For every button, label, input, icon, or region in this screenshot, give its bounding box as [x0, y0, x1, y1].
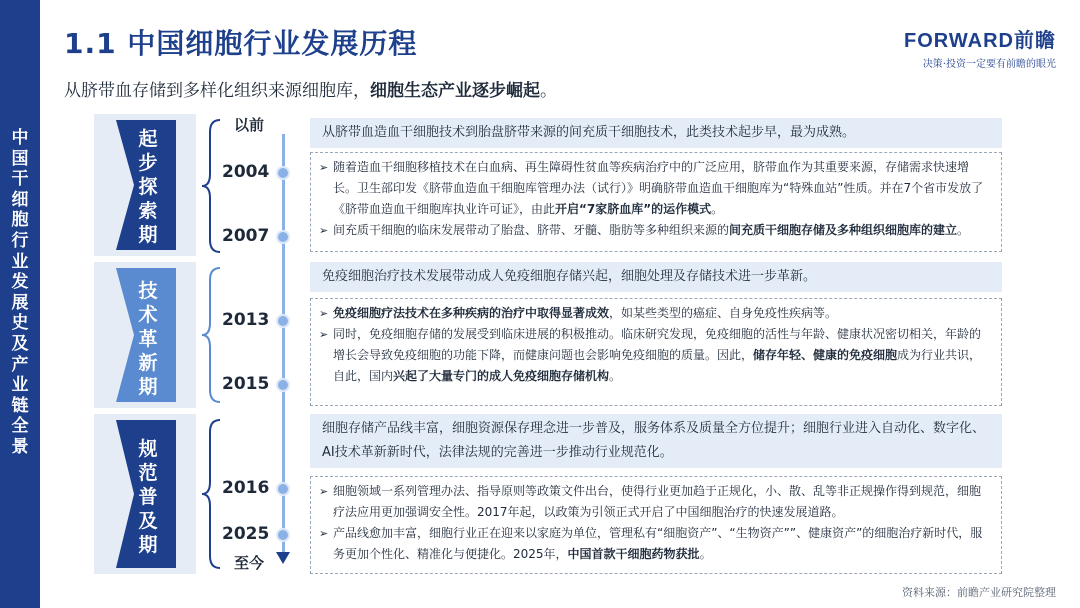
year-label: 2007 — [222, 226, 270, 246]
bullet-arrow-icon: ➢ — [319, 527, 329, 540]
bullet-text-bold: 兴起了大量专门的成人免疫细胞存储机构 — [393, 369, 610, 383]
phase-label-char: 及 — [138, 510, 158, 532]
phase-brace-3 — [200, 418, 222, 570]
logo-word: FORWARD前瞻 — [904, 30, 1056, 52]
bullet-arrow-icon: ➢ — [319, 224, 329, 237]
bullet-arrow-icon: ➢ — [319, 307, 329, 320]
bullet-text-bold: 间充质干细胞存储及多种组织细胞库的建立 — [729, 223, 958, 237]
phase-label-char: 范 — [138, 462, 158, 484]
bullet-text — [333, 157, 991, 220]
bullet-arrow-icon: ➢ — [319, 485, 329, 498]
side-title-char: 胞 — [11, 210, 29, 231]
logo-tagline: 决策·投资一定要有前瞻的眼光 — [922, 59, 1056, 70]
bullet-item — [319, 157, 991, 220]
phase-label-char: 探 — [138, 176, 158, 198]
side-title-char: 国 — [11, 148, 29, 169]
year-label: 2013 — [222, 310, 270, 330]
phase-label-char: 普 — [138, 486, 158, 508]
phase-summary: 免疫细胞治疗技术发展带动成人免疫细胞存储兴起，细胞处理及存储技术进一步革新。 — [310, 262, 1002, 292]
phase-label-char: 索 — [138, 200, 158, 222]
bullet-item — [319, 481, 991, 523]
bullet-text — [333, 220, 969, 241]
timeline-dot — [276, 528, 290, 542]
bullet-text-plain: 。 — [711, 202, 724, 216]
year-label: 2004 — [222, 162, 270, 182]
phase-summary: 细胞存储产品线丰富，细胞资源保存理念进一步普及，服务体系及质量全方位提升；细胞行业进入自动化、数字化、AI技术革新新时代，法律法规的完善进一步推动行业规范化。 — [310, 414, 1002, 468]
page-title: 1.1 中国细胞行业发展历程 — [64, 27, 418, 60]
bullet-text-plain: 产品线愈加丰富，细胞行业正在迎来以家庭为单位，管理私有“细胞资产”、“生物资产””、健康资产”的细胞治疗新时代，服务更加个性化、精准化与便捷化。2025年， — [333, 526, 983, 561]
bullet-text-plain: 。 — [609, 369, 622, 383]
side-title-char: 全 — [11, 416, 29, 437]
side-title-char: 业 — [11, 251, 29, 272]
bullet-text-plain: 细胞领域一系列管理办法、指导原则等政策文件出台，使得行业更加趋于正规化，小、散、乱等非正规操作得到规范，细胞疗法应用更加强调安全性。2017年起，以政策为引领正式开启了中国细胞治疗的快速发展道路。 — [333, 484, 982, 519]
bullet-text — [333, 523, 991, 565]
side-title-char: 中 — [11, 128, 29, 148]
bullet-item — [319, 324, 991, 387]
bullet-text-plain: 成为行业共识，自此，国内 — [333, 348, 982, 383]
phase-label-char: 规 — [138, 438, 158, 460]
bullet-text-plain: 随着造血干细胞移植技术在白血病、再生障碍性贫血等疾病治疗中的广泛应用，脐带血作为其重要来源，存储需求快速增长。卫生部印发《脐带血造血干细胞库管理办法（试行）》明确脐带血造血干细胞库为“特殊血站”性质。并在7个省市发放了《脐带血造血干细胞库执业许可证》，由此 — [333, 160, 984, 216]
side-title-char: 史 — [11, 313, 29, 334]
side-title-char: 干 — [11, 169, 29, 190]
side-title-char: 发 — [11, 272, 29, 293]
source-note: 资料来源：前瞻产业研究院整理 — [902, 586, 1056, 599]
side-title-char: 细 — [11, 189, 29, 210]
phase-label-char: 期 — [138, 376, 158, 398]
phase-detail — [310, 298, 1002, 406]
side-title-char: 业 — [11, 375, 29, 396]
phase-summary: 从脐带血造血干细胞技术到胎盘脐带来源的间充质干细胞技术，此类技术起步早，最为成熟。 — [310, 118, 1002, 148]
bullet-item — [319, 523, 991, 565]
phase-label-2 — [128, 279, 168, 399]
year-label: 2016 — [222, 478, 270, 498]
phase-label-char: 术 — [138, 304, 158, 326]
bullet-text-plain: 同时，免疫细胞存储的发展受到临床进展的积极推动。临床研究发现，免疫细胞的活性与年龄、健康状况密切相关，年龄的增长会导致免疫细胞的功能下降，而健康问题也会影响免疫细胞的质量。因此， — [333, 327, 982, 362]
year-label: 2025 — [222, 524, 270, 544]
side-title-char: 展 — [11, 292, 29, 313]
phase-label-char: 技 — [138, 280, 158, 302]
bullet-text-plain: ，如某些类型的癌症、自身免疫性疾病等。 — [609, 306, 838, 320]
bullet-text-plain: 。 — [957, 223, 970, 237]
bullet-text-bold: 开启“7家脐血库”的运作模式 — [555, 202, 712, 216]
bullet-text-bold: 免疫细胞疗法技术在多种疾病的治疗中取得显著成效 — [333, 306, 610, 320]
bullet-text-bold: 储存年轻、健康的免疫细胞 — [753, 348, 898, 362]
brand-logo — [904, 24, 1056, 70]
phase-label-char: 革 — [138, 328, 158, 350]
bullet-item — [319, 303, 991, 324]
bullet-text — [333, 481, 991, 523]
bullet-arrow-icon: ➢ — [319, 328, 329, 341]
phase-label-3 — [128, 437, 168, 557]
page-subtitle — [64, 76, 557, 101]
phase-brace-2 — [200, 266, 222, 404]
bullet-item — [319, 220, 991, 241]
side-title — [0, 128, 40, 458]
subtitle-plain: 从脐带血存储到多样化组织来源细胞库， — [64, 81, 370, 101]
phase-detail — [310, 476, 1002, 574]
phase-detail — [310, 152, 1002, 252]
subtitle-end: 。 — [540, 81, 557, 101]
side-title-char: 产 — [11, 354, 29, 375]
timeline-dot — [276, 378, 290, 392]
bullet-text — [333, 324, 991, 387]
timeline-dot — [276, 482, 290, 496]
bullet-text-bold: 中国首款干细胞药物获批 — [567, 547, 700, 561]
phase-label-char: 起 — [138, 128, 158, 150]
side-title-char: 链 — [11, 395, 29, 416]
year-label: 至今 — [234, 554, 265, 572]
bullet-arrow-icon: ➢ — [319, 161, 329, 174]
phase-label-char: 新 — [138, 352, 158, 374]
phase-label-char: 期 — [138, 224, 158, 246]
side-title-char: 及 — [11, 333, 29, 354]
side-title-char: 景 — [11, 436, 29, 457]
side-title-char: 行 — [11, 230, 29, 251]
year-label: 2015 — [222, 374, 270, 394]
timeline-arrow — [276, 552, 290, 564]
timeline-dot — [276, 230, 290, 244]
phase-brace-1 — [200, 118, 222, 254]
year-label: 以前 — [234, 116, 265, 134]
bullet-text-plain: 。 — [699, 547, 712, 561]
subtitle-bold: 细胞生态产业逐步崛起 — [370, 81, 540, 101]
bullet-text — [333, 303, 837, 324]
phase-label-char: 期 — [138, 534, 158, 556]
phase-label-1 — [128, 127, 168, 247]
phase-label-char: 步 — [138, 152, 158, 174]
timeline-dot — [276, 166, 290, 180]
bullet-text-plain: 间充质干细胞的临床发展带动了胎盘、脐带、牙髓、脂肪等多种组织来源的 — [333, 223, 730, 237]
timeline-dot — [276, 314, 290, 328]
